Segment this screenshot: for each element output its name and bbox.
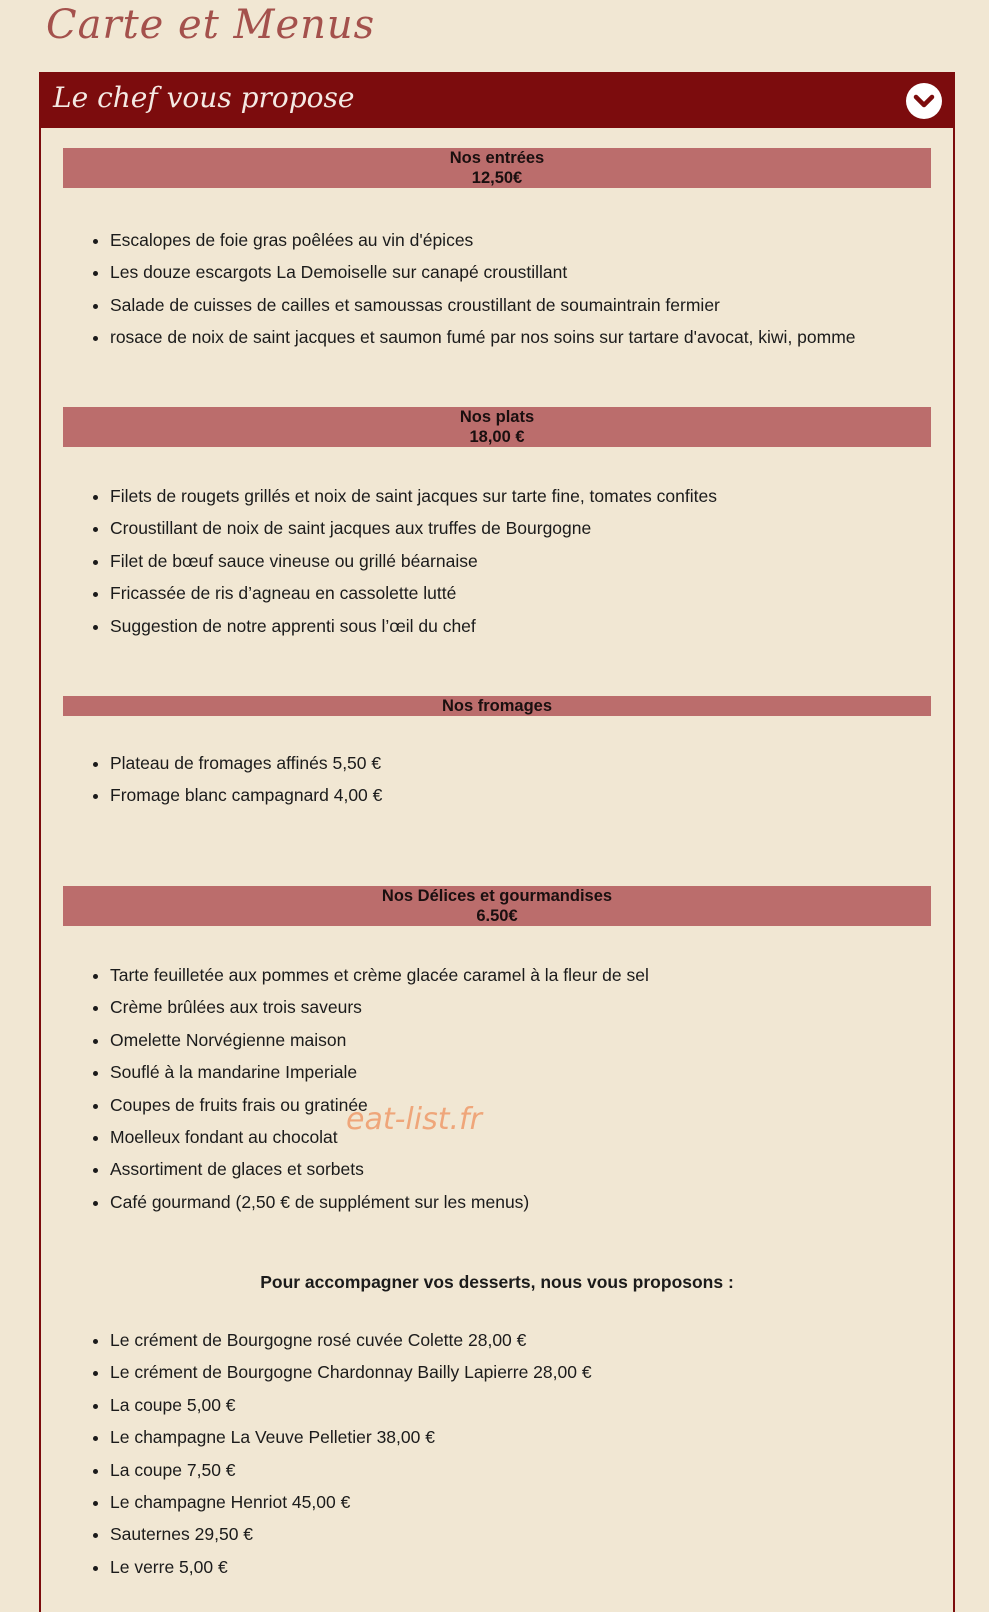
page-title: Carte et Menus xyxy=(46,2,376,48)
section-price: 12,50€ xyxy=(471,169,523,187)
panel-header[interactable] xyxy=(41,74,953,128)
accompaniment-heading: Pour accompagner vos desserts, nous vous proposons : xyxy=(260,1272,734,1292)
list-item: • Le crément de Bourgogne Chardonnay Bailly Lapierre 28,00 € xyxy=(110,1356,592,1388)
list-item: • Croustillant de noix de saint jacques aux truffes de Bourgogne xyxy=(110,512,717,544)
fromages-list xyxy=(94,747,382,812)
section-title: Nos plats xyxy=(459,408,535,426)
list-item: • Le crément de Bourgogne rosé cuvée Colette 28,00 € xyxy=(110,1324,592,1356)
list-item: • Le verre 5,00 € xyxy=(110,1551,592,1583)
list-item: • Fricassée de ris d’agneau en cassolette lutté xyxy=(110,577,717,609)
list-item: • Souflé à la mandarine Imperiale xyxy=(110,1056,649,1088)
list-item: • rosace de noix de saint jacques et saumon fumé par nos soins sur tartare d'avocat, kiwi, pomme xyxy=(110,321,856,353)
section-price: 6.50€ xyxy=(476,907,518,925)
plats-list xyxy=(94,480,717,642)
list-item: • Filets de rougets grillés et noix de saint jacques sur tarte fine, tomates confites xyxy=(110,480,717,512)
list-item: • Les douze escargots La Demoiselle sur canapé croustillant xyxy=(110,256,856,288)
list-item: • Moelleux fondant au chocolat xyxy=(110,1121,649,1153)
accompaniment-list xyxy=(94,1324,592,1583)
list-item: • La coupe 5,00 € xyxy=(110,1389,592,1421)
section-title: Nos Délices et gourmandises xyxy=(381,887,613,905)
list-item: • Fromage blanc campagnard 4,00 € xyxy=(110,779,382,811)
section-header-entrees xyxy=(63,148,931,188)
collapse-toggle-button[interactable] xyxy=(906,83,942,119)
entrees-list xyxy=(94,224,856,354)
chevron-down-icon xyxy=(913,93,935,109)
list-item: • Crème brûlées aux trois saveurs xyxy=(110,991,649,1023)
list-item: • Le champagne La Veuve Pelletier 38,00 € xyxy=(110,1421,592,1453)
section-header-plats xyxy=(63,407,931,447)
list-item: • Filet de bœuf sauce vineuse ou grillé béarnaise xyxy=(110,545,717,577)
section-price: 18,00 € xyxy=(469,428,525,446)
list-item: • Café gourmand (2,50 € de supplément sur les menus) xyxy=(110,1186,649,1218)
section-header-desserts xyxy=(63,886,931,926)
list-item: • Le champagne Henriot 45,00 € xyxy=(110,1486,592,1518)
panel-title: Le chef vous propose xyxy=(53,81,355,114)
section-header-fromages xyxy=(63,696,931,716)
watermark: eat-list.fr xyxy=(346,1102,482,1137)
desserts-list xyxy=(94,959,649,1218)
list-item: • Escalopes de foie gras poêlées au vin d'épices xyxy=(110,224,856,256)
list-item: • La coupe 7,50 € xyxy=(110,1454,592,1486)
list-item: • Tarte feuilletée aux pommes et crème glacée caramel à la fleur de sel xyxy=(110,959,649,991)
list-item: • Omelette Norvégienne maison xyxy=(110,1024,649,1056)
section-title: Nos fromages xyxy=(441,697,553,715)
list-item: • Coupes de fruits frais ou gratinée xyxy=(110,1089,649,1121)
list-item: • Assortiment de glaces et sorbets xyxy=(110,1153,649,1185)
list-item: • Plateau de fromages affinés 5,50 € xyxy=(110,747,382,779)
list-item: • Salade de cuisses de cailles et samoussas croustillant de soumaintrain fermier xyxy=(110,289,856,321)
section-title: Nos entrées xyxy=(449,149,545,167)
list-item: • Sauternes 29,50 € xyxy=(110,1518,592,1550)
list-item: • Suggestion de notre apprenti sous l’œil du chef xyxy=(110,610,717,642)
